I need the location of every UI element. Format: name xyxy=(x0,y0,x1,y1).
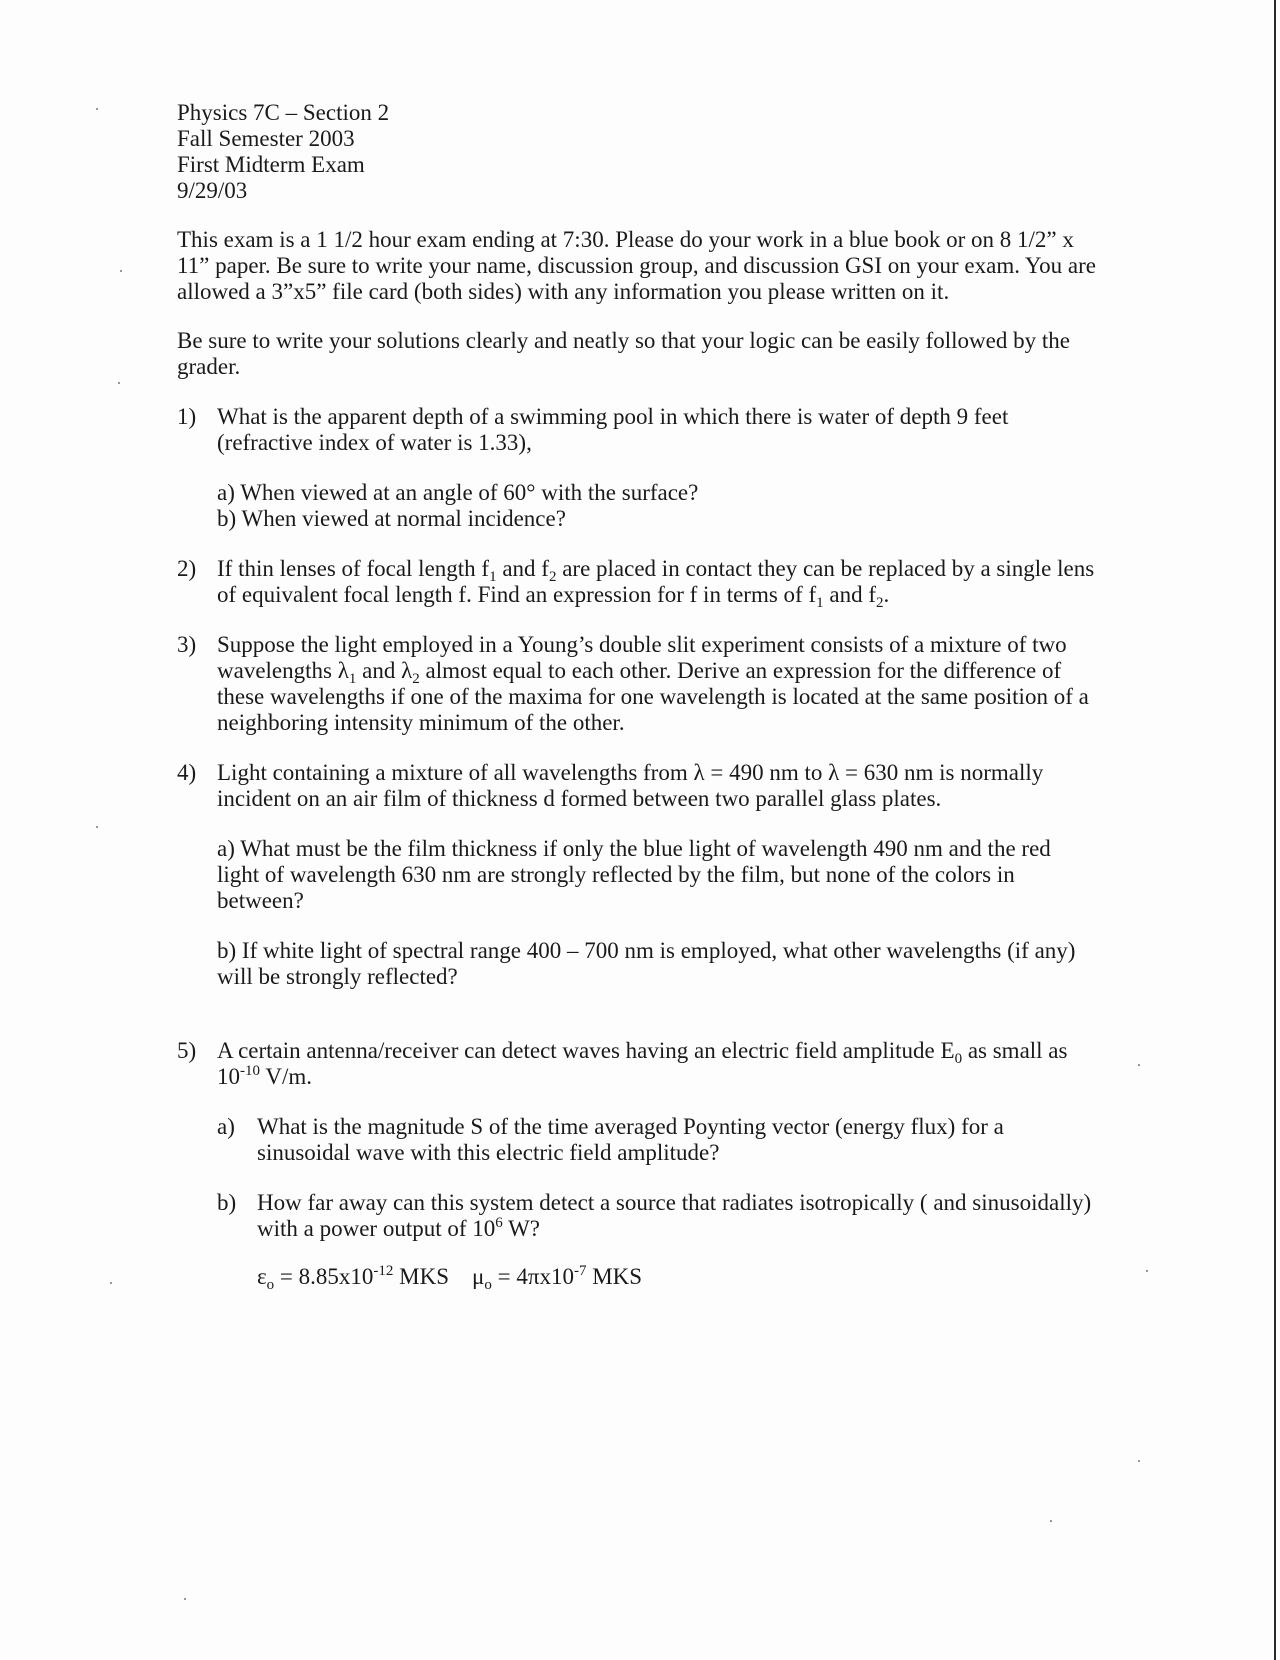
question-5 xyxy=(177,1038,1097,1293)
scan-speck xyxy=(1146,1270,1148,1272)
question-part-b: b) If white light of spectral range 400 – 700 nm is employed, what other wavelengths (if any) will be strongly reflected? xyxy=(217,938,1076,989)
question-part-b: b) When viewed at normal incidence? xyxy=(217,506,566,531)
question-1-parts xyxy=(217,480,1097,532)
scan-speck xyxy=(1138,1064,1140,1066)
question-part-a xyxy=(217,1114,1097,1166)
exam-title: First Midterm Exam xyxy=(177,152,365,177)
question-part-a: a) What must be the film thickness if only the blue light of wavelength 490 nm and the red light of wavelength 630 nm are strongly reflected by the film, but none of the colors in between? xyxy=(217,836,1051,913)
scan-speck xyxy=(118,382,120,384)
scan-speck xyxy=(96,826,98,828)
question-part-a: a) When viewed at an angle of 60° with the surface? xyxy=(217,480,699,505)
scan-edge-line xyxy=(1274,0,1276,1660)
course-title: Physics 7C – Section 2 xyxy=(177,100,390,125)
scan-speck xyxy=(120,270,122,272)
part-text: What is the magnitude S of the time averaged Poynting vector (energy flux) for a sinusoidal wave with this electric field amplitude? xyxy=(257,1114,1004,1165)
scan-speck xyxy=(1138,1460,1140,1462)
question-4 xyxy=(177,760,1097,990)
question-text: If thin lenses of focal length $f_1$ and $f_2$ are placed in contact they can be replaced by a single lens of equivalent focal length f. Find an expression for f in terms of $f_1$ and $f_2$. xyxy=(217,556,1095,611)
instructions-paragraph: This exam is a 1 1/2 hour exam ending at 7:30. Please do your work in a blue book or on 8 1/2” x 11” paper. Be sure to write your name, discussion group, and discussion GSI on your exam. You are allowed a 3”x5” file card (both sides) with any information you please written on it. xyxy=(177,227,1097,304)
part-text: How far away can this system detect a source that radiates isotropically ( and sinusoidally) with a power output of $10^6$ W? xyxy=(257,1190,1092,1241)
scan-speck xyxy=(110,1282,112,1284)
question-text: Suppose the light employed in a Young’s double slit experiment consists of a mixture of two wavelengths $\lambda_1$ and $\lambda_2$ almost equal to each other. Derive an expression for the difference of these wavelengths if one of the maxima for one wavelength is located at the same position of a neighboring intensity minimum of the other. xyxy=(217,632,1089,735)
part-label: b) xyxy=(217,1190,237,1215)
question-number: 1) xyxy=(177,404,197,429)
question-text: Light containing a mixture of all wavelengths from λ = 490 nm to λ = 630 nm is normally incident on an air film of thickness d formed between two parallel glass plates. xyxy=(217,760,1044,811)
scan-speck xyxy=(184,1598,186,1600)
question-text: What is the apparent depth of a swimming pool in which there is water of depth 9 feet (refractive index of water is 1.33), xyxy=(217,404,1009,455)
question-2 xyxy=(177,556,1097,611)
question-1 xyxy=(177,404,1097,532)
question-part-b xyxy=(217,1190,1097,1242)
question-number: 4) xyxy=(177,760,197,785)
scan-speck xyxy=(96,108,98,110)
exam-date: 9/29/03 xyxy=(177,178,248,203)
question-text: A certain antenna/receiver can detect waves having an electric field amplitude $E_0$ as small as $10^{-10}$ V/m. xyxy=(217,1038,1068,1089)
part-label: a) xyxy=(217,1114,235,1139)
semester: Fall Semester 2003 xyxy=(177,126,355,151)
question-number: 5) xyxy=(177,1038,197,1063)
exam-content xyxy=(177,100,1097,1293)
physical-constants: $\varepsilon_o = 8.85x10^{-12}$ MKS $\mu_o = 4\pi x10^{-7}$ MKS xyxy=(257,1263,643,1293)
question-number: 3) xyxy=(177,632,197,657)
clarity-paragraph: Be sure to write your solutions clearly and neatly so that your logic can be easily followed by the grader. xyxy=(177,328,1070,379)
question-3 xyxy=(177,632,1097,736)
scan-speck xyxy=(1050,1520,1052,1522)
question-number: 2) xyxy=(177,556,197,581)
exam-header xyxy=(177,100,1097,204)
